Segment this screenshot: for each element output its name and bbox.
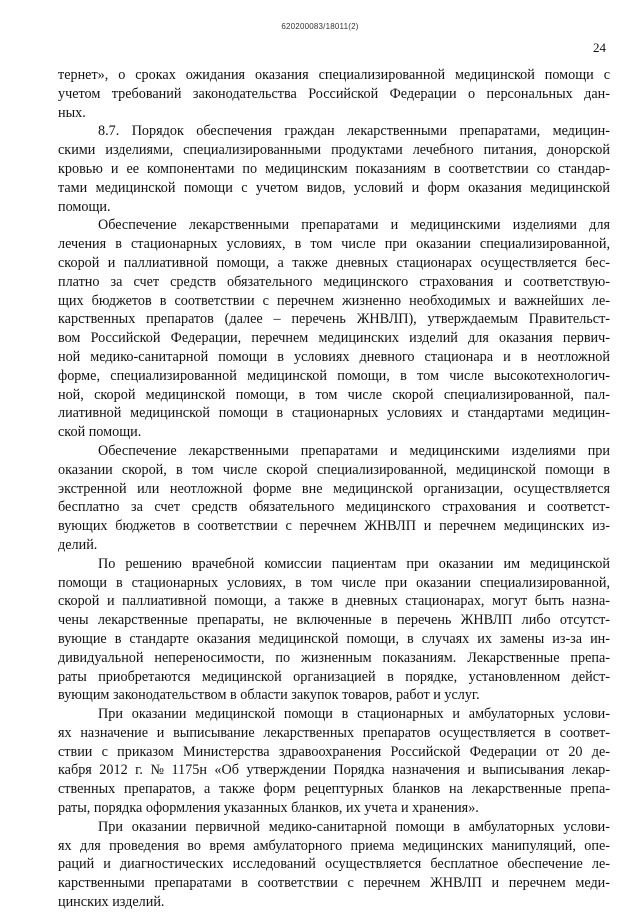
line-text: ской помощи. xyxy=(58,424,142,441)
text-line xyxy=(0,799,640,818)
document-body xyxy=(0,66,640,912)
line-text: ях назначение и выписывание лекарственных препаратов осуществляется в соответ- xyxy=(58,724,610,741)
text-line xyxy=(0,179,640,198)
line-text: платно за счет средств обязательного медицинского страхования и соответствую- xyxy=(58,273,610,290)
paragraph-first-line xyxy=(0,122,640,141)
text-line xyxy=(0,198,640,217)
text-line xyxy=(0,517,640,536)
line-text: ной, скорой медицинской помощи, в том числе скорой специализированной, пал- xyxy=(58,386,610,403)
text-line xyxy=(0,893,640,912)
text-line xyxy=(0,348,640,367)
text-line xyxy=(0,724,640,743)
line-text: лечения в стационарных условиях, в том числе при оказании специализированной, xyxy=(58,236,610,253)
line-text: карственными препаратами в соответствии с перечнем ЖНВЛП и перечнем меди- xyxy=(58,875,610,892)
text-line xyxy=(0,367,640,386)
line-text: кабря 2012 г. № 1175н «Об утверждении Порядка назначения и выписывания лекар- xyxy=(58,762,610,779)
line-text: тами медицинской помощи с учетом видов, условий и форм оказания медицинской xyxy=(58,179,610,196)
text-line xyxy=(0,837,640,856)
text-line xyxy=(0,66,640,85)
text-line xyxy=(0,743,640,762)
line-text: кровью и ее компонентами по медицинским показаниям в соответствии со стандар- xyxy=(58,160,610,177)
text-line xyxy=(0,292,640,311)
text-line xyxy=(0,611,640,630)
text-line xyxy=(0,686,640,705)
line-text: экстренной или неотложной форме вне медицинской организации, осуществляется xyxy=(58,480,610,497)
text-line xyxy=(0,668,640,687)
text-line xyxy=(0,780,640,799)
line-text: ях для проведения во время амбулаторного приема медицинских манипуляций, опе- xyxy=(58,837,610,854)
line-text: бесплатно за счет средств обязательного медицинского страхования и соответст- xyxy=(58,499,610,516)
line-text: оказании скорой, в том числе скорой специализированной, медицинской помощи в xyxy=(58,461,610,478)
line-text: ственных препаратов, а также форм рецептурных бланков на лекарственные препа- xyxy=(58,781,610,798)
text-line xyxy=(0,160,640,179)
line-text: тернет», о сроках ожидания оказания специализированной медицинской помощи с xyxy=(58,67,610,83)
line-text: лиативной медицинской помощи в стационарных условиях и стандартами медицин- xyxy=(58,405,610,422)
text-line xyxy=(0,761,640,780)
line-text: вующие в стандарте оказания медицинской помощи, в случаях их замены из-за ин- xyxy=(58,630,610,647)
line-text: чены лекарственные препараты, не включенные в перечень ЖНВЛП либо отсутст- xyxy=(58,612,610,629)
text-line xyxy=(0,85,640,104)
line-text: помощи в стационарных условиях, в том числе при оказании специализированной, xyxy=(58,574,610,591)
text-line xyxy=(0,855,640,874)
line-text: делий. xyxy=(58,536,98,553)
line-text: Обеспечение лекарственными препаратами и медицинскими изделиями при xyxy=(98,442,610,459)
text-line xyxy=(0,404,640,423)
line-text: дивидуальной непереносимости, по жизненным показаниям. Лекарственные препа- xyxy=(58,649,610,666)
text-line xyxy=(0,254,640,273)
line-text: учетом требований законодательства Российской Федерации о персональных дан- xyxy=(58,85,610,102)
text-line xyxy=(0,461,640,480)
line-text: 8.7. Порядок обеспечения граждан лекарственными препаратами, медицин- xyxy=(98,123,610,140)
paragraph-first-line xyxy=(0,705,640,724)
line-text: раты, порядка оформления указанных бланков, их учета и хранения». xyxy=(58,800,479,817)
text-line xyxy=(0,235,640,254)
text-line xyxy=(0,104,640,123)
line-text: ной медико-санитарной помощи в условиях дневного стационара и в неотложной xyxy=(58,348,610,365)
page-number: 24 xyxy=(593,40,606,55)
line-text: форме, специализированной медицинской помощи, в том числе высокотехнологич- xyxy=(58,367,610,384)
line-text: помощи. xyxy=(58,198,111,215)
line-text: По решению врачебной комиссии пациентам при оказании им медицинской xyxy=(98,555,610,572)
text-line xyxy=(0,592,640,611)
paragraph-first-line xyxy=(0,555,640,574)
line-text: вующим законодательством в области закупок товаров, работ и услуг. xyxy=(58,687,480,704)
line-text: скорой и паллиативной помощи, а также дневных стационарах осуществляется бес- xyxy=(58,254,610,271)
paragraph-first-line xyxy=(0,216,640,235)
line-text: вующих бюджетов в соответствии с перечнем ЖНВЛП и перечнем медицинских из- xyxy=(58,518,610,535)
line-text: скорой и паллиативной помощи, а также в дневных стационарах, могут быть назна- xyxy=(58,593,610,610)
text-line xyxy=(0,630,640,649)
paragraph-first-line xyxy=(0,442,640,461)
text-line xyxy=(0,874,640,893)
document-code: 620200083/18011(2) xyxy=(281,22,359,31)
text-line xyxy=(0,141,640,160)
line-text: вом Российской Федерации, перечнем медицинских изделий для оказания первич- xyxy=(58,330,610,347)
line-text: ствии с приказом Министерства здравоохранения Российской Федерации от 20 де- xyxy=(58,743,610,760)
text-line xyxy=(0,273,640,292)
line-text: цинских изделий. xyxy=(58,894,165,911)
line-text: раты приобретаются медицинской организацией в порядке, установленном дейст- xyxy=(58,668,610,685)
paragraph-first-line xyxy=(0,818,640,837)
line-text: раций и диагностических исследований осуществляется бесплатное обеспечение ле- xyxy=(58,856,610,873)
text-line xyxy=(0,536,640,555)
text-line xyxy=(0,329,640,348)
line-text: ных. xyxy=(58,104,86,121)
text-line xyxy=(0,498,640,517)
text-line xyxy=(0,386,640,405)
line-text: скими изделиями, специализированными продуктами лечебного питания, донорской xyxy=(58,142,610,159)
text-line xyxy=(0,480,640,499)
line-text: карственных препаратов (далее – перечень ЖНВЛП), утверждаемым Правительст- xyxy=(58,311,610,328)
text-line xyxy=(0,574,640,593)
line-text: Обеспечение лекарственными препаратами и медицинскими изделиями для xyxy=(98,217,610,234)
line-text: щих бюджетов в соответствии с перечнем жизненно необходимых и важнейших ле- xyxy=(58,292,610,309)
text-line xyxy=(0,310,640,329)
text-line xyxy=(0,423,640,442)
line-text: При оказании первичной медико-санитарной помощи в амбулаторных услови- xyxy=(98,818,610,835)
line-text: При оказании медицинской помощи в стационарных и амбулаторных услови- xyxy=(98,706,610,723)
text-line xyxy=(0,649,640,668)
